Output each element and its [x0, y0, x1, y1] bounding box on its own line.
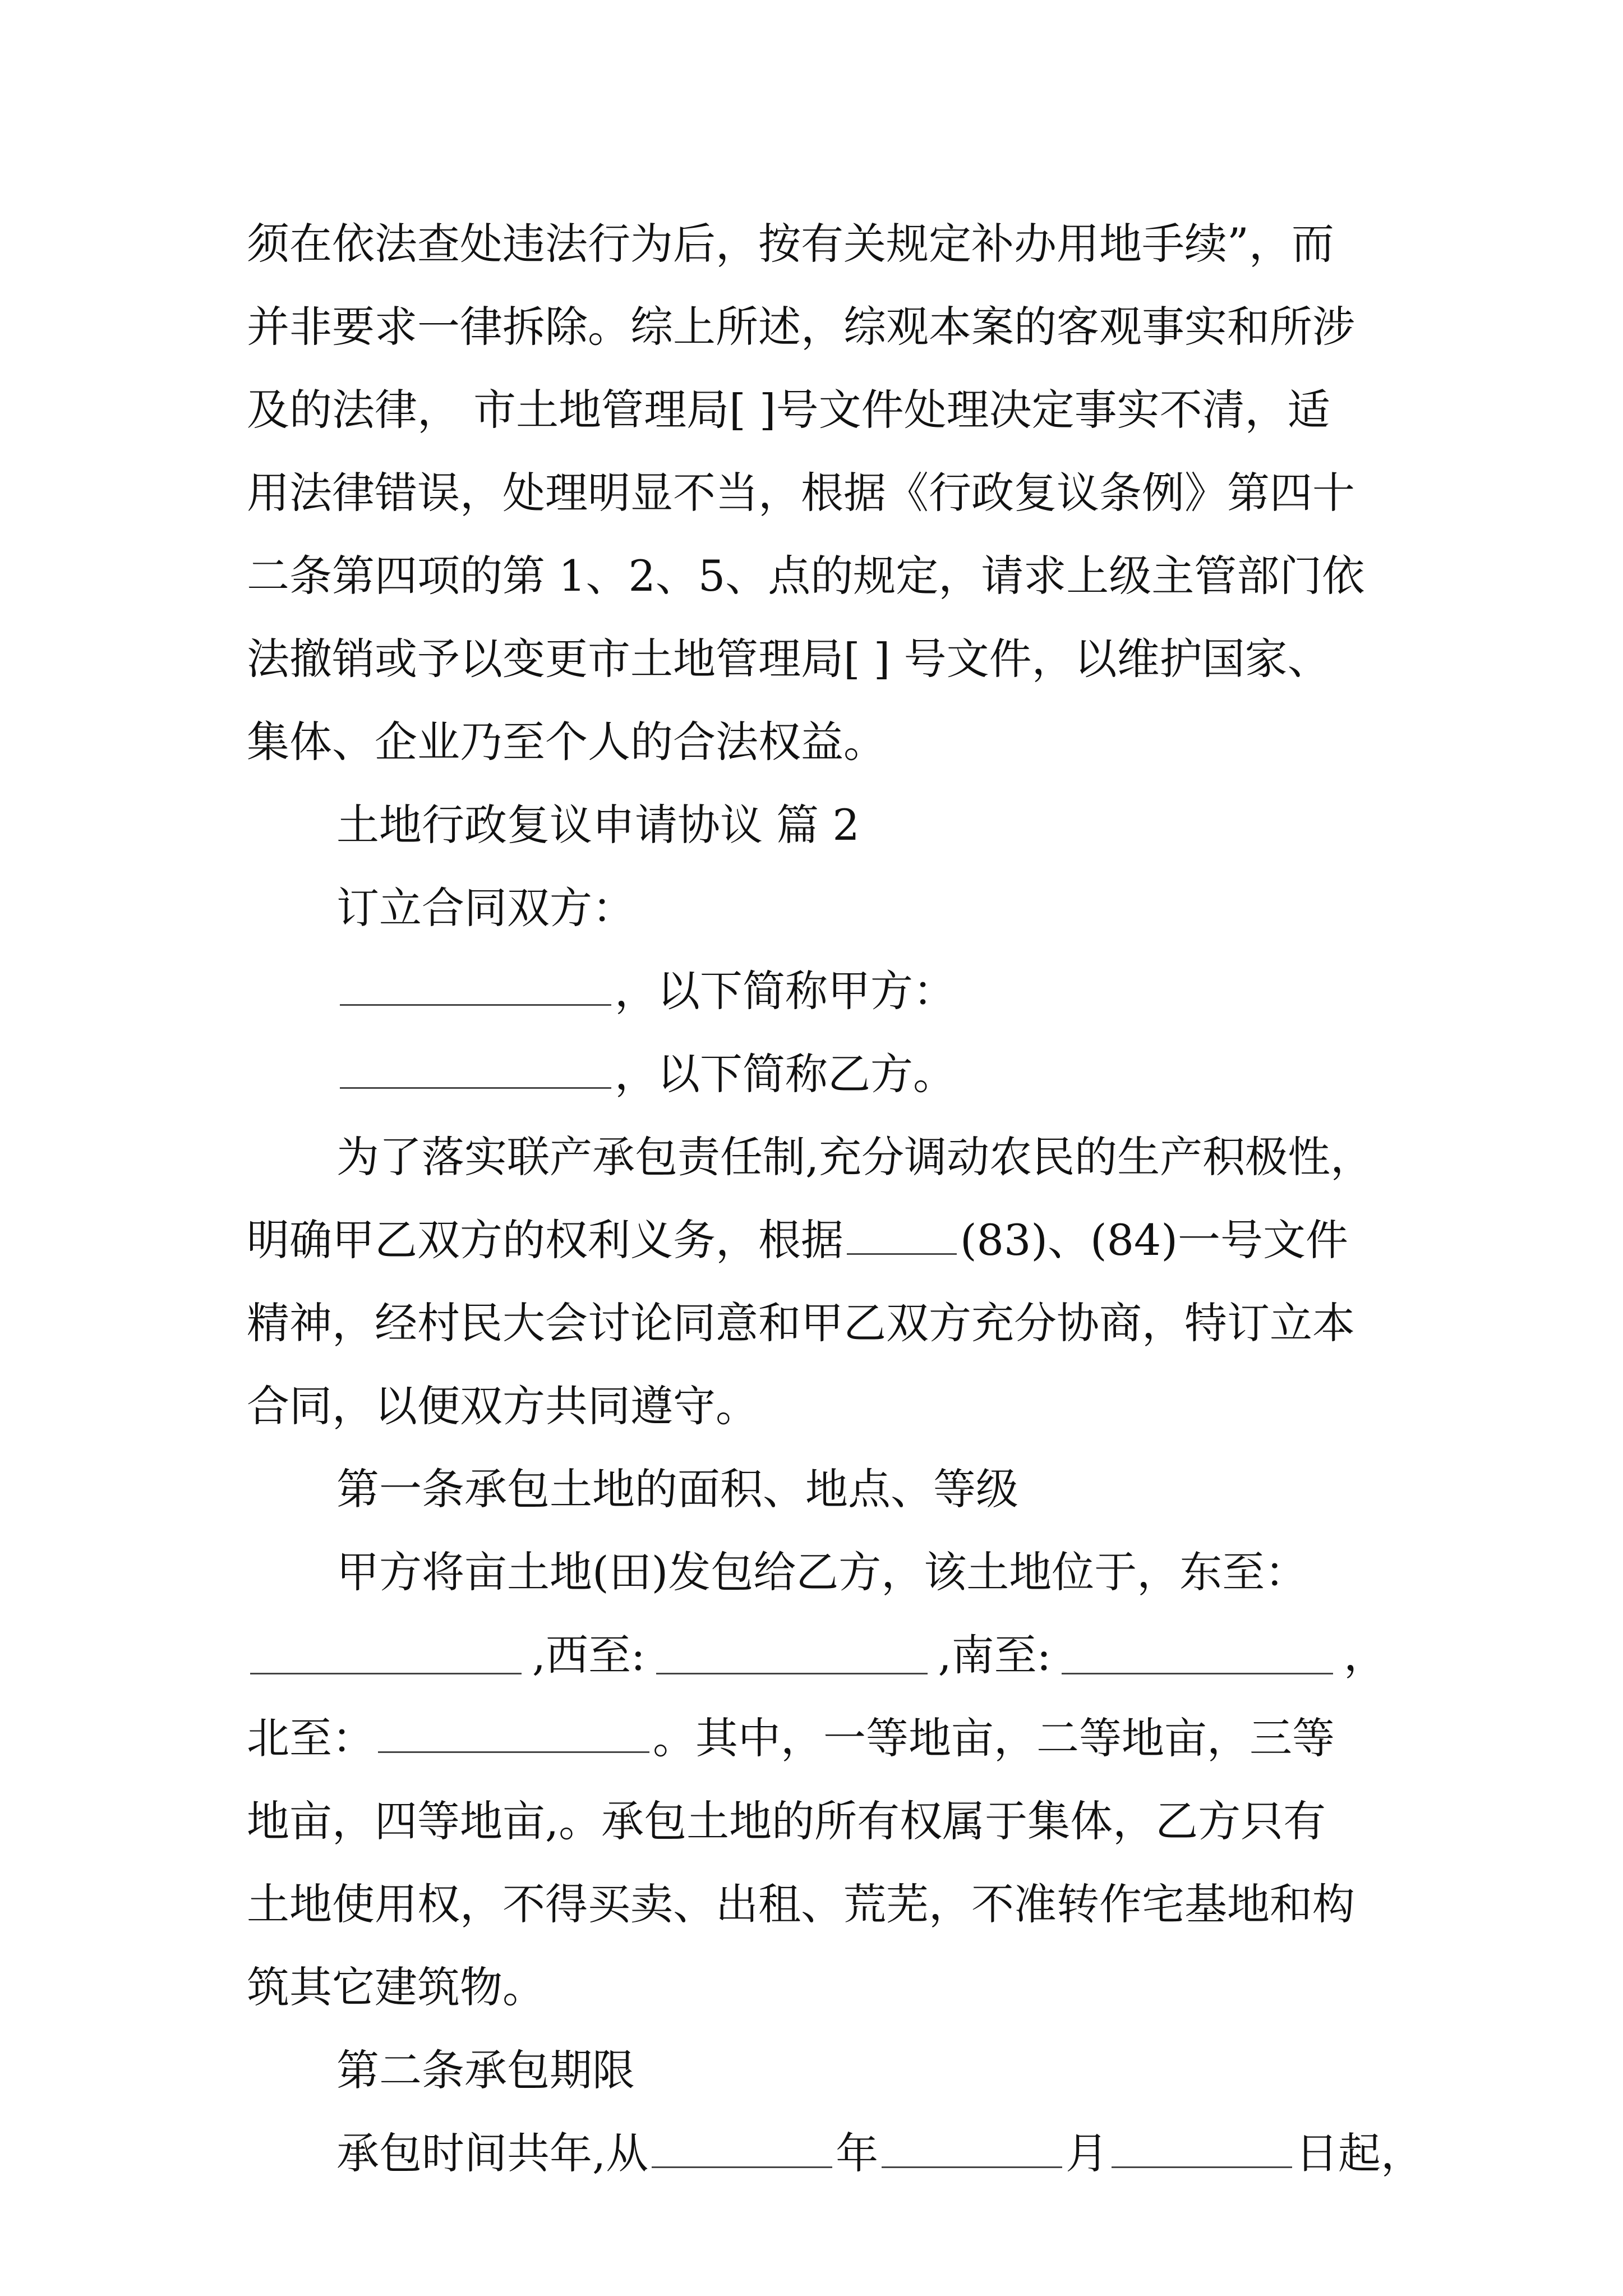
basis-doc: (83)、(84)一号文件	[960, 1215, 1349, 1265]
body-line: 及的法律， 市土地管理局[ ]号文件处理决定事实不清，适	[247, 385, 1330, 435]
body-line: 为了落实联产承包责任制,充分调动农民的生产积极性，	[336, 1132, 1373, 1182]
parties-intro: 订立合同双方：	[336, 883, 635, 933]
east-blank[interactable]	[250, 1637, 522, 1674]
south-blank[interactable]	[1062, 1637, 1333, 1674]
west-blank[interactable]	[656, 1637, 928, 1674]
west-label: ,西至:	[532, 1630, 645, 1680]
party-b-blank[interactable]	[340, 1051, 611, 1089]
north-blank[interactable]	[378, 1715, 649, 1753]
day-blank[interactable]	[1112, 2131, 1292, 2168]
body-line-basis	[247, 1198, 1348, 1282]
party-a-line	[336, 949, 956, 1033]
body-line: 土地使用权，不得买卖、出租、荒芜，不准转作宅基地和构	[247, 1879, 1355, 1929]
body-line: 须在依法查处违法行为后，按有关规定补办用地手续”，而	[247, 219, 1334, 269]
body-line: 甲方将亩土地(田)发包给乙方，该土地位于，东至：	[336, 1547, 1308, 1597]
term-line	[336, 2111, 1423, 2196]
month-blank[interactable]	[882, 2131, 1062, 2168]
article-1-title: 第一条承包土地的面积、地点、等级	[336, 1464, 1018, 1514]
month-label: 月	[1066, 2128, 1109, 2178]
basis-blank[interactable]	[847, 1217, 957, 1255]
year-blank[interactable]	[652, 2131, 832, 2168]
boundary-line	[247, 1613, 1386, 1697]
party-a-label: ，以下简称甲方：	[615, 966, 956, 1016]
grade-text: 。其中，一等地亩，二等地亩，三等	[653, 1713, 1335, 1763]
day-label: 日起，	[1295, 2128, 1424, 2178]
north-line	[247, 1696, 1335, 1780]
party-a-blank[interactable]	[340, 968, 611, 1006]
basis-text: 明确甲乙双方的权利义务，根据	[247, 1215, 843, 1265]
body-line: 精神，经村民大会讨论同意和甲乙双方充分协商，特订立本	[247, 1298, 1355, 1348]
body-line: 二条第四项的第 1、2、5、点的规定，请求上级主管部门依	[247, 551, 1365, 601]
article-2-title: 第二条承包期限	[336, 2045, 635, 2095]
south-label: ,南至:	[938, 1630, 1052, 1680]
section-heading: 土地行政复议申请协议 篇 2	[336, 800, 860, 850]
year-label: 年	[836, 2128, 879, 2178]
body-line: 法撤销或予以变更市土地管理局[ ] 号文件，以维护国家、	[247, 634, 1330, 684]
boundary-comma: ，	[1343, 1630, 1386, 1680]
north-label: 北至：	[247, 1713, 375, 1763]
body-line: 用法律错误，处理明显不当，根据《行政复议条例》第四十	[247, 468, 1355, 518]
body-line: 合同，以便双方共同遵守。	[247, 1381, 758, 1431]
body-line: 并非要求一律拆除。综上所述，综观本案的客观事实和所涉	[247, 302, 1355, 352]
party-b-label: ，以下简称乙方。	[615, 1049, 956, 1099]
term-text: 承包时间共年,从	[336, 2128, 649, 2178]
party-b-line	[336, 1032, 956, 1116]
body-line: 集体、企业乃至个人的合法权益。	[247, 717, 886, 767]
body-line: 地亩，四等地亩,。承包土地的所有权属于集体，乙方只有	[247, 1796, 1326, 1846]
body-line: 筑其它建筑物。	[247, 1962, 545, 2012]
